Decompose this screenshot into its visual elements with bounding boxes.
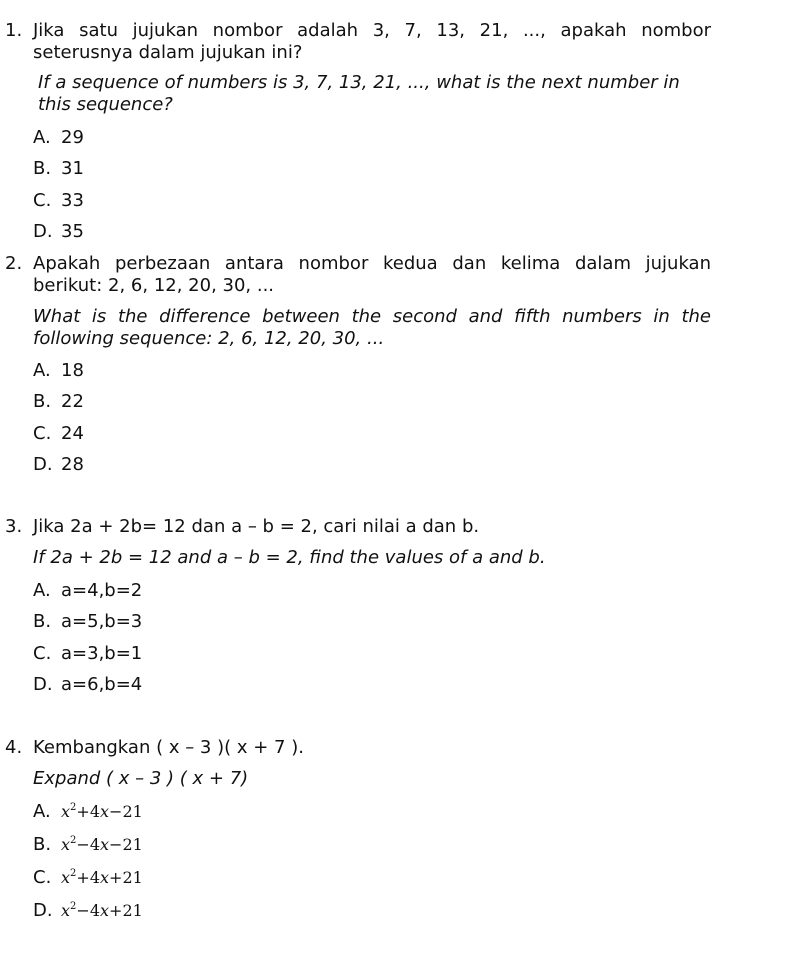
option-c[interactable]: [33, 867, 143, 889]
option-expression: $x^2-4x-21$: [61, 835, 143, 854]
option-a[interactable]: [33, 580, 142, 602]
question-text-malay: Jika satu jujukan nombor adalah 3, 7, 13, 21, ..., apakah nombor seterusnya dalam jujukan ini?: [33, 20, 711, 63]
question-text-english: If a sequence of numbers is 3, 7, 13, 21, ..., what is the next number in this sequence?: [38, 72, 680, 115]
option-b[interactable]: [33, 391, 84, 413]
option-label: C.: [33, 190, 52, 211]
option-label: D.: [33, 674, 53, 695]
option-text: a=5,b=3: [61, 611, 143, 632]
option-text: 18: [61, 360, 84, 381]
question-text-english: What is the difference between the second and fifth numbers in the following sequence: 2, 6, 12, 20, 30, ...: [33, 306, 711, 349]
option-b[interactable]: [33, 834, 143, 856]
option-d[interactable]: [33, 900, 143, 922]
option-text: a=6,b=4: [61, 674, 143, 695]
option-a[interactable]: [33, 360, 84, 382]
option-label: C.: [33, 867, 52, 888]
question-text-malay: Kembangkan ( x – 3 )( x + 7 ).: [33, 737, 304, 758]
option-d[interactable]: [33, 454, 84, 476]
option-c[interactable]: [33, 643, 142, 665]
option-expression: $x^2-4x+21$: [61, 901, 143, 920]
question-text-malay: Jika 2a + 2b= 12 dan a – b = 2, cari nilai a dan b.: [33, 516, 480, 537]
question-text-malay: Apakah perbezaan antara nombor kedua dan kelima dalam jujukan berikut: 2, 6, 12, 20, 30, ...: [33, 253, 711, 296]
option-label: A.: [33, 127, 51, 148]
option-c[interactable]: [33, 190, 84, 212]
question-number: 4.: [5, 737, 23, 758]
option-a[interactable]: [33, 127, 84, 149]
option-label: C.: [33, 423, 52, 444]
option-label: D.: [33, 900, 53, 921]
question-number: 2.: [5, 253, 23, 274]
question-1: [5, 20, 711, 116]
option-b[interactable]: [33, 158, 84, 180]
question-number: 1.: [5, 20, 23, 41]
option-d[interactable]: [33, 221, 84, 243]
question-2: [5, 253, 711, 350]
question-3: [5, 516, 711, 569]
option-label: C.: [33, 643, 52, 664]
option-label: B.: [33, 611, 52, 632]
option-label: A.: [33, 801, 51, 822]
option-expression: $x^2+4x-21$: [61, 802, 143, 821]
option-d[interactable]: [33, 674, 142, 696]
option-c[interactable]: [33, 423, 84, 445]
option-label: A.: [33, 360, 51, 381]
question-4: [5, 737, 711, 790]
option-text: 28: [61, 454, 84, 475]
option-label: B.: [33, 158, 52, 179]
option-b[interactable]: [33, 611, 142, 633]
option-expression: $x^2+4x+21$: [61, 868, 143, 887]
option-text: 22: [61, 391, 84, 412]
option-text: 24: [61, 423, 84, 444]
option-text: 35: [61, 221, 84, 242]
question-text-english: Expand ( x – 3 ) ( x + 7): [33, 768, 249, 789]
question-text-english: If 2a + 2b = 12 and a – b = 2, find the values of a and b.: [33, 547, 546, 568]
option-label: D.: [33, 221, 53, 242]
option-text: 31: [61, 158, 84, 179]
question-number: 3.: [5, 516, 23, 537]
option-label: B.: [33, 391, 52, 412]
option-a[interactable]: [33, 801, 143, 823]
option-label: A.: [33, 580, 51, 601]
option-label: B.: [33, 834, 52, 855]
option-text: 29: [61, 127, 84, 148]
option-label: D.: [33, 454, 53, 475]
option-text: a=4,b=2: [61, 580, 143, 601]
option-text: a=3,b=1: [61, 643, 143, 664]
option-text: 33: [61, 190, 84, 211]
